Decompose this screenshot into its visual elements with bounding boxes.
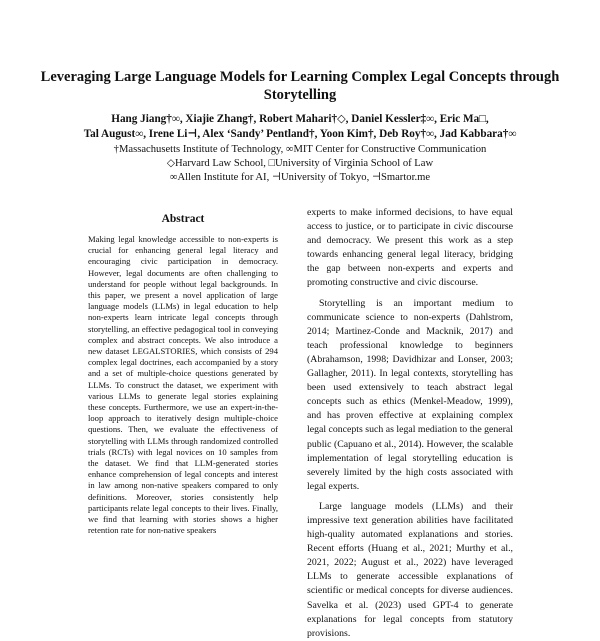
- author-line: Tal August∞, Irene Li⊣, Alex ‘Sandy’ Pentland†, Yoon Kim†, Deb Roy†∞, Jad Kabbara†∞: [83, 128, 517, 140]
- body-paragraph: Large language models (LLMs) and their impressive text generation abilities have facilitated high-quality automated explanations and stories. Recent efforts (Huang et al., 2021; Murthy et al., 2021, 2022; August et al., 2022) have leveraged LLMs to generate accessible explanations of scientific or medical concepts for diverse audiences. Savelka et al. (2023) used GPT-4 to generate explanations for legal concepts from statutory provisions.: [307, 500, 513, 639]
- body-paragraph: Storytelling is an important medium to communicate science to non-experts (Dahlstrom, 2014; Martinez-Conde and Macknik, 2017) and teach professional knowledge to beginners (Abrahamson, 1998; Davidhizar and Lonser, 2003; Gallagher, 2011). In legal contexts, storytelling has been used extensively to teach abstract legal concepts such as ethics (Menkel-Meadow, 1999), and has proven effective at explaining complex legal concepts such as legal mediation to the general public (Capuano et al., 2014). However, the scalable implementation of legal storytelling education is severely limited by the high costs associated with legal experts.: [307, 297, 513, 492]
- body-paragraph: experts to make informed decisions, to have equal access to justice, or to participate in civic discourse and democracy. We present this work as a step towards enhancing general legal literacy, bridging the gap between non-experts and experts and promoting constructive and civic discourse.: [307, 207, 513, 289]
- affiliation-line: ∞Allen Institute for AI, ⊣University of Tokyo, ⊣Smartor.me: [169, 172, 431, 183]
- affiliation-line: ◇Harvard Law School, □University of Virginia School of Law: [166, 158, 434, 169]
- paper-title: Leveraging Large Language Models for Learning Complex Legal Concepts through Storytelling: [40, 69, 560, 103]
- abstract-text: Making legal knowledge accessible to non-experts is crucial for enhancing general legal literacy and encouraging civic participation in democracy. However, legal documents are often challenging to understand for people without legal backgrounds. In this paper, we present a novel application of large language models (LLMs) in legal education to help non-experts learn intricate legal concepts through storytelling, an effective pedagogical tool in conveying complex and abstract concepts. We also introduce a new dataset LEGALSTORIES, which consists of 294 complex legal doctrines, each accompanied by a story and a set of multiple-choice questions generated by LLMs. To construct the dataset, we experiment with various LLMs to generate legal stories explaining these concepts. Furthermore, we use an expert-in-the-loop approach to iteratively design multiple-choice questions. Then, we evaluate the effectiveness of storytelling with LLMs through randomized controlled trials (RCTs) with legal novices on 10 samples from the dataset. We find that LLM-generated stories enhance comprehension of legal concepts and interest in law among non-native speakers compared to only definitions. Moreover, stories consistently help participants relate legal concepts to their lives. Finally, we find that learning with stories shows a higher retention rate for non-native speakers: [88, 234, 278, 536]
- author-list: [40, 112, 560, 142]
- affiliation-list: [40, 143, 560, 185]
- abstract-heading: Abstract: [161, 213, 205, 225]
- right-column: [307, 206, 513, 641]
- author-line: Hang Jiang†∞, Xiajie Zhang†, Robert Mahari†◇, Daniel Kessler‡∞, Eric Ma□,: [111, 113, 489, 125]
- left-column: [88, 212, 278, 536]
- affiliation-line: †Massachusetts Institute of Technology, ∞MIT Center for Constructive Communication: [113, 144, 487, 155]
